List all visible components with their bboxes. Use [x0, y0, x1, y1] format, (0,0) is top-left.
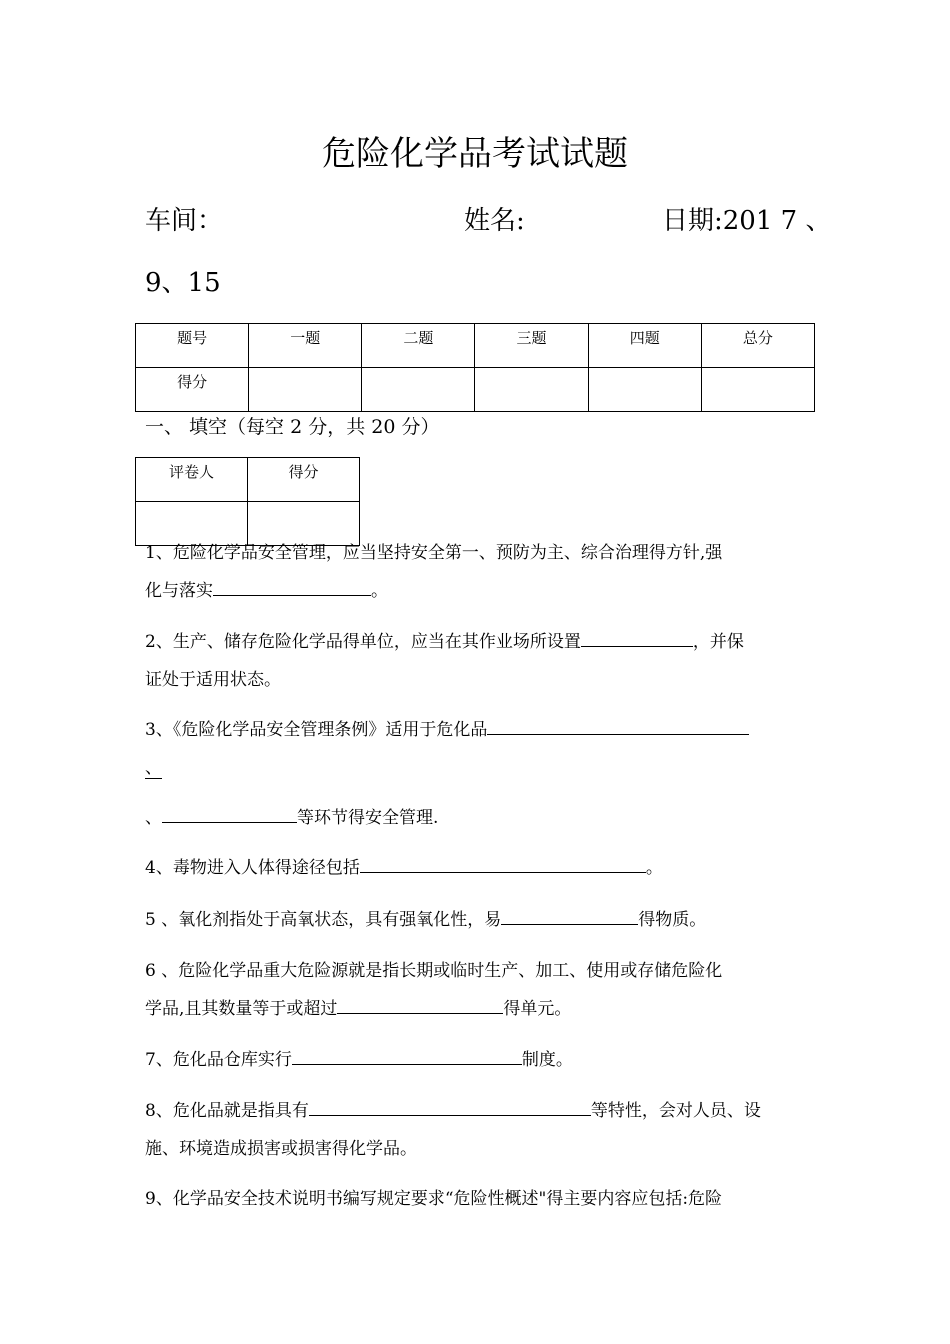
answer-blank[interactable] — [487, 714, 749, 735]
score-header-cell: 三题 — [475, 324, 588, 368]
answer-blank[interactable] — [337, 993, 503, 1014]
question-4 — [145, 849, 663, 887]
question-3-line-1 — [145, 711, 749, 749]
score-cell-q1[interactable] — [249, 368, 362, 412]
question-1-line-2 — [145, 572, 722, 610]
question-7-text: 7、危化品仓库实行 — [145, 1050, 292, 1070]
question-3 — [145, 711, 749, 837]
exam-title: 危险化学品考试试题 — [322, 134, 628, 174]
question-6-text-after: 得单元。 — [503, 999, 572, 1019]
question-8-text-after: 等特性，会对人员、设 — [590, 1101, 761, 1121]
score-header-cell: 一题 — [249, 324, 362, 368]
question-6-text: 学品,且其数量等于或超过 — [145, 999, 338, 1019]
workshop-label: 车间： — [145, 206, 224, 236]
answer-blank[interactable] — [360, 852, 646, 873]
question-3-line-3 — [145, 799, 749, 837]
question-5-text-after: 得物质。 — [638, 910, 707, 930]
score-table-header-row — [136, 324, 815, 368]
question-9-line-1: 9、化学品安全技术说明书编写规定要求“危险性概述"得主要内容应包括:危险 — [145, 1189, 723, 1209]
answer-blank[interactable] — [309, 1095, 591, 1116]
question-1-line-1: 1、危险化学品安全管理，应当坚持安全第一、预防为主、综合治理得方针,强 — [145, 543, 723, 563]
question-8-line-1 — [145, 1092, 761, 1130]
question-9 — [145, 1180, 722, 1218]
question-4-text: 4、毒物进入人体得途径包括 — [145, 858, 360, 878]
score-header-cell: 总分 — [701, 324, 814, 368]
score-cell-q2[interactable] — [362, 368, 475, 412]
question-2-line-2: 证处于适用状态。 — [145, 670, 281, 690]
question-2 — [145, 623, 744, 699]
question-1-text: 化与落实 — [145, 581, 213, 601]
question-5-line-1 — [145, 901, 706, 939]
grader-table-header-row — [136, 458, 360, 502]
question-5-text: 5 、氧化剂指处于高氧状态，具有强氧化性，易 — [145, 910, 502, 930]
date-label: 日期:201 7 、 — [662, 206, 832, 236]
score-header-cell: 题号 — [136, 324, 249, 368]
grader-header-cell: 得分 — [248, 458, 360, 502]
question-3-text: 3、《危险化学品安全管理条例》适用于危化品 — [145, 720, 488, 740]
question-6-line-2 — [145, 990, 722, 1028]
question-7-text-after: 制度。 — [521, 1050, 573, 1070]
question-2-line-1 — [145, 623, 744, 661]
question-4-line-1 — [145, 849, 663, 887]
answer-blank[interactable] — [501, 904, 638, 925]
question-6 — [145, 952, 722, 1028]
question-3-separator-2: 、 — [145, 808, 162, 828]
score-table — [135, 323, 815, 412]
question-8-line-2: 施、环境造成损害或损害得化学品。 — [145, 1139, 417, 1159]
question-1-end: 。 — [371, 581, 388, 601]
answer-blank[interactable] — [162, 802, 297, 823]
grader-table — [135, 457, 360, 546]
name-label: 姓名: — [464, 206, 525, 236]
question-3-separator: 、 — [145, 758, 162, 778]
score-header-cell: 二题 — [362, 324, 475, 368]
question-8 — [145, 1092, 761, 1168]
question-8-text: 8、危化品就是指具有 — [145, 1101, 309, 1121]
score-cell-total[interactable] — [701, 368, 814, 412]
grader-header-cell: 评卷人 — [136, 458, 248, 502]
question-3-line-2 — [145, 749, 749, 799]
score-header-cell: 四题 — [588, 324, 701, 368]
score-cell-q3[interactable] — [475, 368, 588, 412]
question-4-end: 。 — [645, 858, 663, 878]
question-7 — [145, 1041, 573, 1079]
section-1-heading: 一、 填空（每空 2 分，共 20 分） — [145, 416, 440, 438]
question-2-text: 2、生产、储存危险化学品得单位，应当在其作业场所设置 — [145, 632, 581, 652]
question-3-text-after: 等环节得安全管理. — [297, 808, 439, 828]
question-1 — [145, 534, 722, 610]
date-value: 9、15 — [145, 268, 221, 298]
answer-blank[interactable] — [213, 575, 371, 596]
answer-blank[interactable] — [581, 626, 693, 647]
question-5 — [145, 901, 706, 939]
question-7-line-1 — [145, 1041, 573, 1079]
answer-blank[interactable] — [292, 1044, 522, 1065]
score-table-score-row — [136, 368, 815, 412]
score-row-label: 得分 — [136, 368, 249, 412]
score-cell-q4[interactable] — [588, 368, 701, 412]
question-6-line-1: 6 、危险化学品重大危险源就是指长期或临时生产、加工、使用或存储危险化 — [145, 961, 723, 981]
question-2-text-after: ，并保 — [692, 632, 744, 652]
